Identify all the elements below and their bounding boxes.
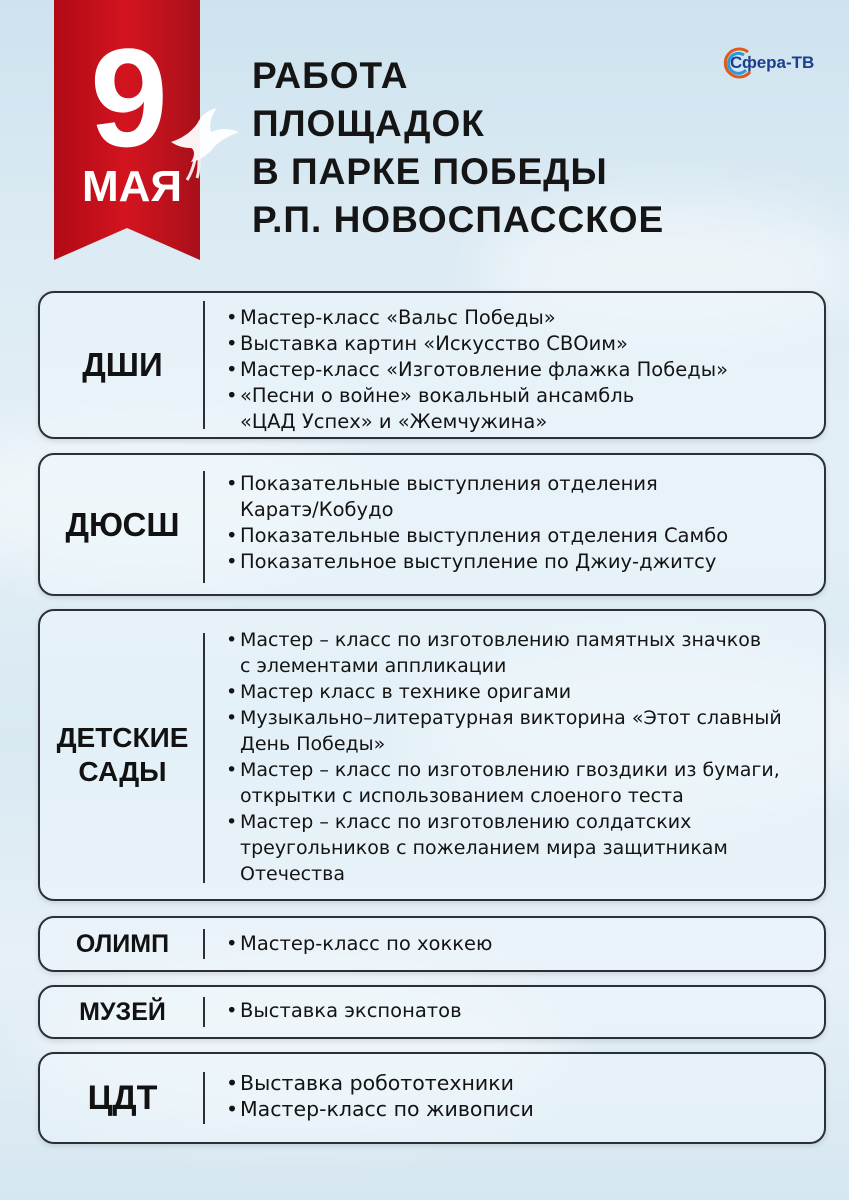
- title-line: ПЛОЩАДОК: [252, 103, 485, 144]
- section-label-line: ДЕТСКИЕ: [56, 722, 189, 753]
- list-item: • Выставка робототехники: [226, 1070, 534, 1096]
- section-items: [226, 627, 782, 887]
- list-item: • Мастер класс в технике оригами: [226, 679, 782, 705]
- list-item: • Выставка экспонатов: [226, 998, 462, 1024]
- list-item: • Мастер – класс по изготовлению памятных значков: [226, 627, 782, 653]
- section-label: МУЗЕЙ: [79, 997, 166, 1026]
- list-item-continuation: День Победы»: [240, 733, 386, 755]
- list-item: • Мастер-класс по живописи: [226, 1096, 534, 1122]
- list-item: • Выставка картин «Искусство СВОим»: [226, 331, 728, 357]
- section-label: ДШИ: [82, 346, 163, 383]
- list-item-continuation: Отечества: [240, 863, 345, 885]
- section-kindergartens: [38, 609, 826, 901]
- divider: [203, 471, 205, 583]
- section-label: ОЛИМП: [75, 929, 170, 958]
- section-items: [226, 305, 728, 435]
- logo-text: Сфера-ТВ: [730, 53, 815, 72]
- divider: [203, 929, 205, 959]
- section-label: ЦДТ: [87, 1078, 158, 1117]
- section-items: [226, 471, 728, 575]
- day-number: 9: [90, 19, 168, 176]
- list-item: • Мастер – класс по изготовлению гвоздики из бумаги,: [226, 757, 782, 783]
- list-item: • Показательные выступления отделения: [226, 471, 728, 497]
- list-item: • Показательные выступления отделения Самбо: [226, 523, 728, 549]
- dove-icon: [165, 102, 245, 182]
- section-label: [40, 611, 205, 899]
- section-cdt: [38, 1052, 826, 1144]
- section-dyussh: [38, 453, 826, 596]
- title-line: В ПАРКЕ ПОБЕДЫ: [252, 151, 608, 192]
- divider: [203, 633, 205, 883]
- section-items: [226, 998, 462, 1024]
- list-item-continuation: Каратэ/Кобудо: [240, 498, 394, 521]
- section-label: ДЮСШ: [65, 505, 180, 543]
- list-item-continuation: «ЦАД Успех» и «Жемчужина»: [240, 410, 548, 433]
- list-item: • Показательное выступление по Джиу-джитсу: [226, 549, 728, 575]
- list-item-continuation: треугольников с пожеланием мира защитникам: [240, 837, 728, 859]
- list-item: • «Песни о войне» вокальный ансамбль: [226, 383, 728, 409]
- section-items: [226, 1070, 534, 1122]
- month-label: МАЯ: [81, 162, 183, 211]
- divider: [203, 1072, 205, 1124]
- list-item: • Мастер-класс «Вальс Победы»: [226, 305, 728, 331]
- list-item: • Мастер-класс по хоккею: [226, 931, 492, 957]
- section-label-line: САДЫ: [78, 756, 167, 787]
- title-line: Р.П. НОВОСПАССКОЕ: [252, 199, 665, 240]
- section-items: [226, 931, 492, 957]
- divider: [203, 301, 205, 429]
- list-item: • Музыкально–литературная викторина «Этот славный: [226, 705, 782, 731]
- page-title: [252, 52, 664, 244]
- section-olimp: [38, 916, 826, 972]
- list-item: • Мастер-класс «Изготовление флажка Победы»: [226, 357, 728, 383]
- list-item: • Мастер – класс по изготовлению солдатских: [226, 809, 782, 835]
- list-item-continuation: открытки с использованием слоеного теста: [240, 785, 684, 807]
- section-museum: [38, 985, 826, 1039]
- divider: [203, 997, 205, 1027]
- list-item-continuation: с элементами аппликации: [240, 655, 507, 677]
- title-line: РАБОТА: [252, 55, 409, 96]
- section-dshi: [38, 291, 826, 439]
